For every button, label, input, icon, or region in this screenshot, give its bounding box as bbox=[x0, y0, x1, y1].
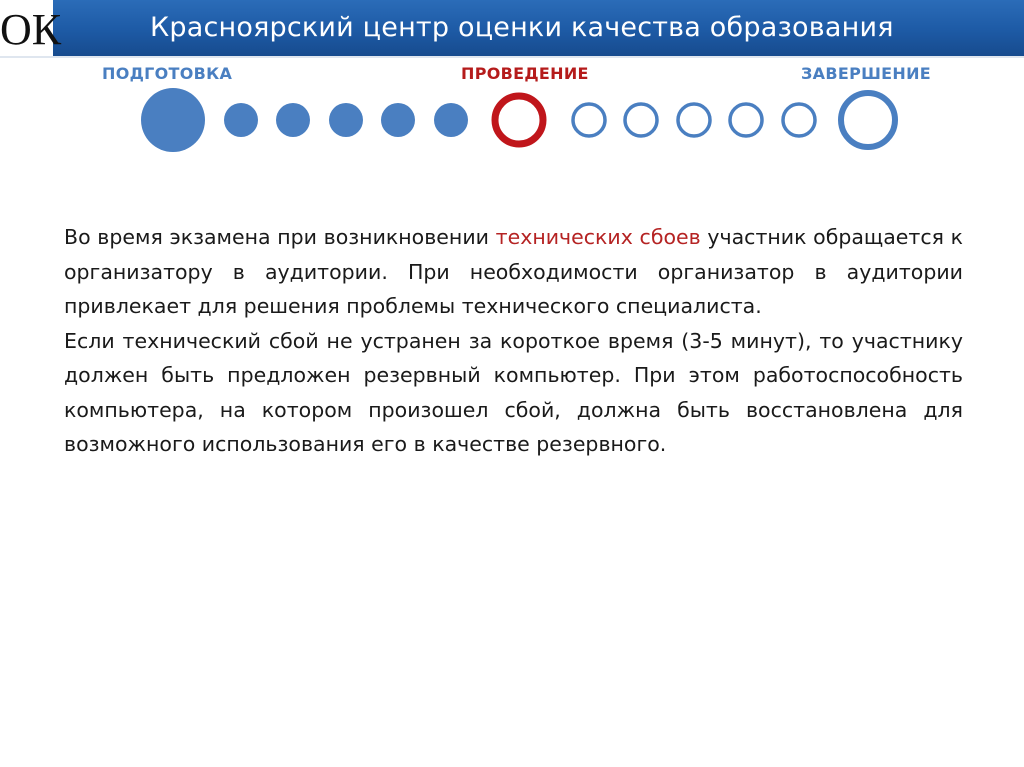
main-text bbox=[64, 220, 963, 462]
paragraph-1-start: Во время экзамена при возникновении bbox=[64, 225, 496, 249]
stage-marker-pending bbox=[573, 104, 605, 136]
step-label-preparation: ПОДГОТОВКА bbox=[102, 64, 233, 83]
stage-marker-pending bbox=[678, 104, 710, 136]
stage-marker-done bbox=[276, 103, 310, 137]
stage-marker-end bbox=[841, 93, 895, 147]
stage-marker-done bbox=[329, 103, 363, 137]
stage-marker-pending bbox=[783, 104, 815, 136]
stage-marker-current bbox=[495, 96, 543, 144]
stage-marker-pending bbox=[625, 104, 657, 136]
stage-marker-done bbox=[381, 103, 415, 137]
paragraph-1 bbox=[64, 220, 963, 324]
stage-marker-pending bbox=[730, 104, 762, 136]
step-label-execution: ПРОВЕДЕНИЕ bbox=[461, 64, 589, 83]
stage-marker-done bbox=[434, 103, 468, 137]
logo-icon bbox=[0, 0, 62, 56]
stage-marker-start bbox=[141, 88, 205, 152]
paragraph-1-end: участник обращается к организатору в аудитории. При необходимости организатор в аудитории привлекает для решения проблемы технического специалиста. bbox=[64, 225, 963, 318]
logo-letters: ОК bbox=[0, 5, 62, 54]
stage-progress bbox=[0, 80, 1024, 160]
technical-failures-highlight: технических сбоев bbox=[495, 225, 701, 249]
step-label-completion: ЗАВЕРШЕНИЕ bbox=[801, 64, 932, 83]
stage-marker-done bbox=[224, 103, 258, 137]
paragraph-2: Если технический сбой не устранен за короткое время (3-5 минут), то участнику должен быть предложен резервный компьютер. При этом работоспособность компьютера, на котором произошел сбой, должна быть восстановлена для возможного использования его в качестве резервного. bbox=[64, 328, 963, 456]
title-bar bbox=[0, 0, 1024, 58]
logo bbox=[0, 0, 62, 56]
page-title: Красноярский центр оценки качества образования bbox=[150, 12, 894, 43]
